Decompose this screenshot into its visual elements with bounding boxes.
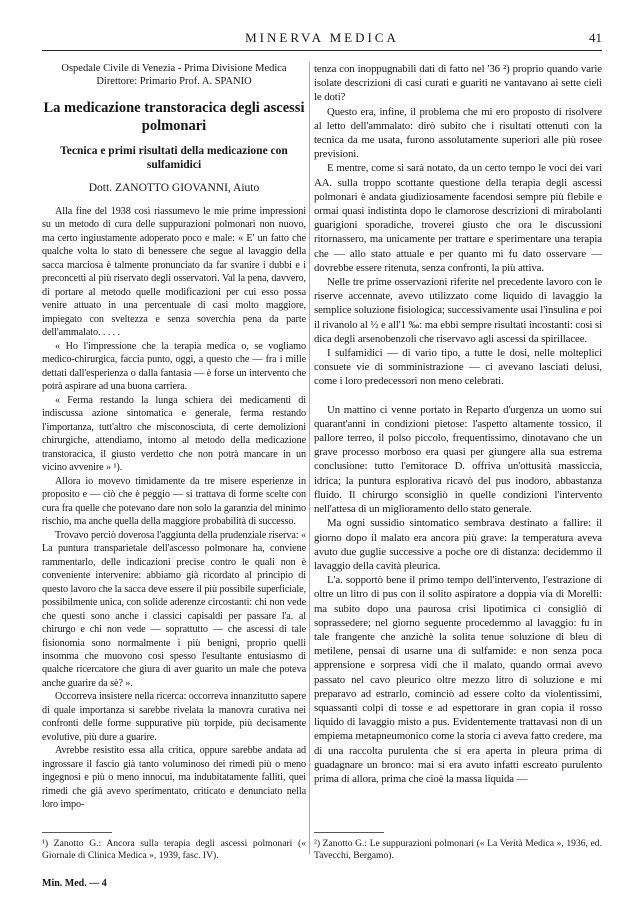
paragraph: I sulfamidici — di vario tipo, a tutte le dosi, nelle molteplici consuete vie di somministrazione — ci avevano lasciati delusi, come i loro predecessori non meno celebrati. [314,347,602,388]
paragraph: E mentre, come si sarà notato, da un certo tempo le voci dei vari AA. sulla troppo scottante questione della terapia degli ascessi polmonari è andata giudiziosamente facendosi sempre più flebile e ormai quasi indistinta dopo le clamorose descrizioni di mirabolanti guarigioni sporadiche, troverei giusto che ora le discussioni ritornassero, ma unicamente per trattare e sperimentare una terapia che — allo stato attuale e per quanto mi fu dato osservare — dovrebbe essere ritenuta, senza confronti, la più attiva. [314,162,602,274]
article-title: La medicazione transtoracica degli ascessi polmonari [43,100,305,134]
paragraph: Un mattino ci venne portato in Reparto d'urgenza un uomo sui quarant'anni in condizioni pietose: l'aspetto altamente tossico, il pallore terreo, il polso piccolo, frequentissimo, dinotavano che un grave processo morboso era quasi per giungere alla sua estrema conclusione: tutto l'emitorace D. offriva un'ottusità massiccia, idrica; la puntura esplorativa ricavò del pus inodoro, abbastanza fluido. Il chirurgo sconsigliò in quelle condizioni l'intervento nell'attesa di un miglioramento dello stato generale. [314,403,602,516]
paragraph: Questo era, infine, il problema che mi ero proposto di risolvere al letto dell'ammalato: dirò subito che i risultati ottenuti con la tecnica da me usata, furono assolutamente superiori alle più rosee previsioni. [314,105,602,161]
footnote-rule [314,832,384,833]
paragraph: « Ho l'impressione che la terapia medica o, se vogliamo medico-chirurgica, faccia punto, oggi, a questo che — fra i mille dettati dall'esperienza o dalla fantasia — è forse un intervento che potrà aspirare ad una buona carriera. [42,340,306,393]
article-subtitle: Tecnica e primi risultati della medicazione con sulfamidici [60,145,288,171]
paragraph: Ma ogni sussidio sintomatico sembrava destinato a fallire: il giorno dopo il malato era ancora più grave: la temperatura aveva avuto due guglie successive a poche ore di distanza: decidemmo il lavaggio della cavità pleurica. [314,517,602,572]
director-line: Direttore: Primario Prof. A. SPANIO [96,76,252,87]
left-column [42,62,306,812]
paragraph-continued: tenza con inoppugnabili dati di fatto nel '36 ²) proprio quando varie isolate descrizioni di casi curati e guariti ne vantavano ai sette cieli le doti? [314,63,602,104]
right-column [314,62,602,786]
paragraph: Nelle tre prime osservazioni riferite nel precedente lavoro con le riserve accennate, avevo utilizzato come liquido di lavaggio la semplice soluzione fisiologica; successivamente usai l'insulina e poi il rivanolo al ½ e all'1 ‰: ma ebbi sempre risultati incostanti: così si dica degli arsenobenzoli che riservavo agli ascessi da spirillacee. [314,276,603,345]
page-signature: Min. Med. — 4 [42,878,107,889]
paragraph: « Ferma restando la lunga schiera dei medicamenti di indiscussa azione sintomatica e generale, ferma restando l'importanza, tutt'altro che misconosciuta, di certe demolizioni chirurgiche, attendiamo, intorno al metodo della medicazione transtoracica, il giusto verdetto che non potrà mancare in un vicino avvenire » ¹). [42,394,306,474]
running-head [42,30,602,48]
affiliation-line: Ospedale Civile di Venezia - Prima Divisione Medica [61,63,287,74]
journal-title: MINERVA MEDICA [245,30,399,45]
paragraph: Trovavo perciò doverosa l'aggiunta della prudenziale riserva: « La puntura transparietale dell'ascesso polmonare ha, conviene rammentarlo, delle indicazioni precise contro le quali non è conveniente intervenire: abbiamo già ricordato al principio di questo lavoro che la sacca deve essere il più possibile superficiale, possibilmente unica, con solide aderenze circostanti: chi non vede che questi sono anche i classici capisaldi per passare l'a. al chirurgo e chi non vede — soprattutto — che ascessi di tale fisionomia sono normalmente i più benigni, proprio quelli insomma che muovono così spesso l'esultante entusiasmo di qualche ricercatore che giura di aver guarito un male che poteva anche guarire da sè? ». [42,529,306,689]
footnote-2: ²) Zanotto G.: Le suppurazioni polmonari (« La Verità Medica », 1936, ed. Tavecchi, Bergamo). [314,838,602,861]
footnote-rule [42,832,112,833]
paragraph: Occorreva insistere nella ricerca: occorreva innanzitutto sapere di quale importanza si sarebbe rivelata la manovra curativa nei confronti delle forme suppurative più torpide, più decisamente evolutive, più dure a guarire. [42,691,306,743]
paragraph: Alla fine del 1938 così riassumevo le mie prime impressioni su un metodo di cura delle suppurazioni polmonari non nuovo, ma certo ingiustamente adoperato poco e male: « E' un fatto che qualche volta lo stato di benessere che segue al lavaggio della sacca marciosa è talmente pronunciato da far svanire i dubbi e i preconcetti al più riservato degli osservatori. Val la pena, davvero, di portare al metodo quelle modificazioni per cui esso possa venire attuato in una percentuale di casi molto maggiore, impiegato con sveltezza e senza soverchia pena da parte dell'ammalato. . . . . [42,206,306,339]
paragraph: L'a. sopportò bene il primo tempo dell'intervento, l'estrazione di oltre un litro di pus con il solito aspiratore a doppia via di Morelli: ma subito dopo una paurosa crisi lipotimica ci consigliò di soprassedere; nel giorno seguente procedemmo al lavaggio: fu in tale frangente che anzichè la solita tenue soluzione di bleu di metilene, pensai di usarne una di sulfamide: e non senza poca apprensione e sorpresa vidi che il malato, quando ormai avevo passato nel cavo pleurico oltre mezzo litro di soluzione e mi preparavo ad estrarlo, cominciò ad essere colto da violentissimi, squassanti colpi di tosse e ad espettorare in gran copia il rosso liquido di lavaggio misto a pus. Evidentemente trattavasi non di un empiema metapneumonico come la storia ci aveva fatto credere, ma di una raccolta purulenta che si era aperta in pleura prima di guadagnare un bronco: mai si era avuto infatti escreato purulento prima di allora, prima che cioè la massa liquida — [314,574,602,785]
article-author: Dott. ZANOTTO GIOVANNI, Aiuto [88,182,260,194]
paragraph: Allora io movevo timidamente da tre misere esperienze in proposito e — ciò che è peggio — si trattava di forme scelte con cura fra quelle che potevano dare non solo la garanzia del minimo rischio, ma anche quella della maggiore probabilità di successo. [42,475,306,528]
header-rule [42,50,602,51]
paragraph: Avrebbe resistito essa alla critica, oppure sarebbe andata ad ingrossare il fascio già tanto voluminoso dei rimedi più o meno ingegnosi e più o meno innocui, ma indubitatamente falliti, quei rimedi che già avevo sperimentato, criticato e denunciato nella loro impo- [42,745,306,811]
footnote-1: ¹) Zanotto G.: Ancora sulla terapia degli ascessi polmonari (« Giornale di Clinica Medica », 1939, fasc. IV). [42,838,306,861]
page-number: 41 [589,30,602,45]
column-divider [309,62,310,854]
